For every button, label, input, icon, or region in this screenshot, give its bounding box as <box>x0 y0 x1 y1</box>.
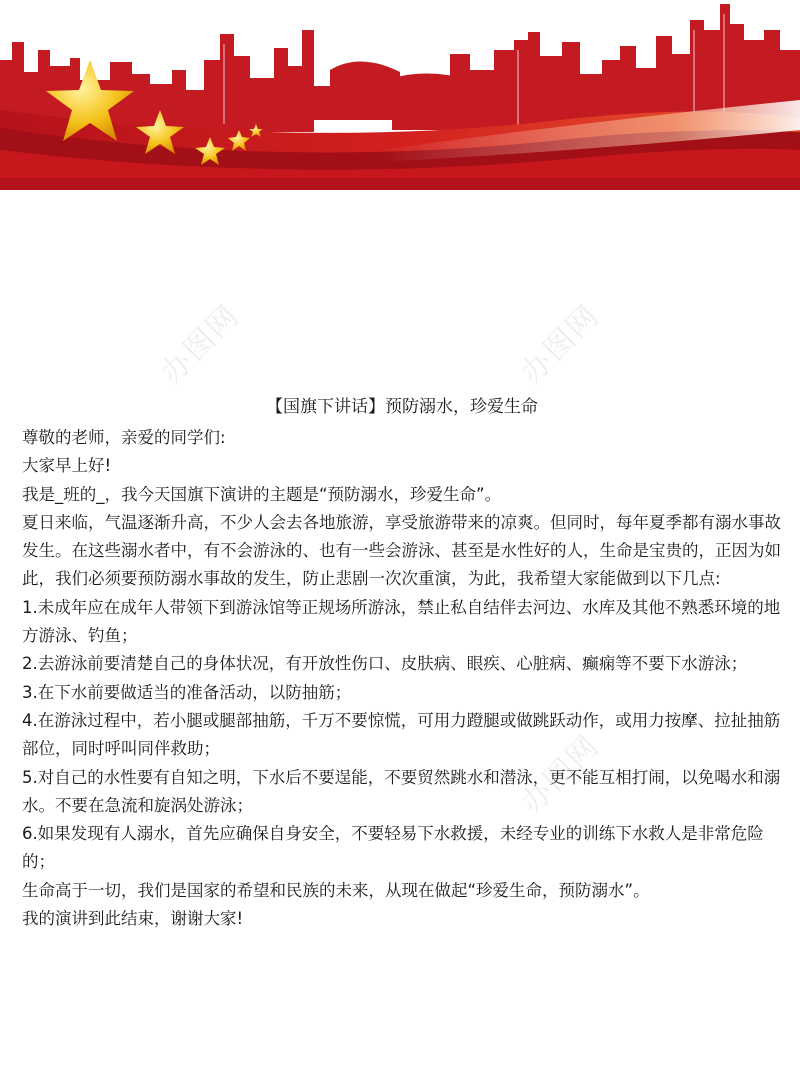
watermark: 办图网 <box>154 298 247 391</box>
document-title: 【国旗下讲话】预防溺水，珍爱生命 <box>266 397 538 417</box>
header-banner <box>0 0 800 190</box>
paragraph-point-4: 4.在游泳过程中，若小腿或腿部抽筋，千万不要惊慌，可用力蹬腿或做跳跃动作，或用力按摩、拉扯抽筋部位，同时呼叫同伴救助； <box>22 710 781 759</box>
paragraph-morning: 大家早上好! <box>22 456 112 476</box>
watermark: 办图网 <box>514 728 607 821</box>
speech-document <box>22 392 782 933</box>
paragraph-greeting: 尊敬的老师，亲爱的同学们: <box>22 428 226 447</box>
paragraph-intro: 我是_班的_，我今天国旗下演讲的主题是“预防溺水，珍爱生命”。 <box>22 484 502 504</box>
paragraph-point-2: 2.去游泳前要清楚自己的身体状况，有开放性伤口、皮肤病、眼疾、心脏病、癫痫等不要下水游泳； <box>22 654 748 674</box>
watermark: 办图网 <box>514 298 607 391</box>
paragraph-point-6: 6.如果发现有人溺水，首先应确保自身安全，不要轻易下水救援，未经专业的训练下水救人是非常危险的； <box>22 824 764 872</box>
paragraph-point-3: 3.在下水前要做适当的准备活动，以防抽筋； <box>22 682 352 702</box>
paragraph-point-1: 1.未成年应在成年人带领下到游泳馆等正规场所游泳，禁止私自结伴去河边、水库及其他不熟悉环境的地方游泳、钓鱼； <box>22 597 781 646</box>
paragraph-conclusion: 生命高于一切，我们是国家的希望和民族的未来，从现在做起“珍爱生命，预防溺水”。 <box>22 880 650 900</box>
paragraph-context: 夏日来临，气温逐渐升高，不少人会去各地旅游，享受旅游带来的凉爽。但同时，每年夏季都有溺水事故发生。在这些溺水者中，有不会游泳的、也有一些会游泳、甚至是水性好的人，生命是宝贵的，正因为如此，我们必须要预防溺水事故的发生，防止悲剧一次次重演，为此，我希望大家能做到以下几点: <box>22 512 781 589</box>
paragraph-point-5: 5.对自己的水性要有自知之明，下水后不要逞能，不要贸然跳水和潜泳，更不能互相打闹，以免喝水和溺水。不要在急流和旋涡处游泳； <box>22 767 781 815</box>
paragraph-closing: 我的演讲到此结束，谢谢大家! <box>22 909 244 929</box>
